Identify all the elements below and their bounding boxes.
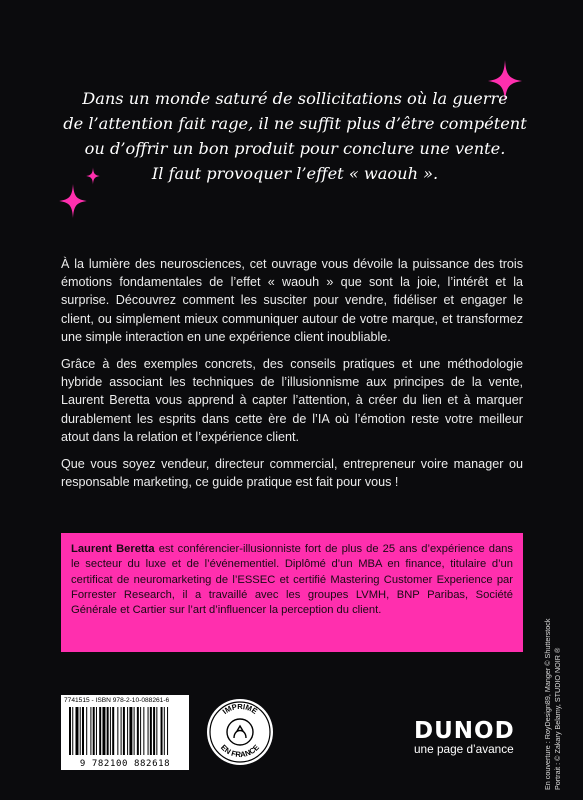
author-bio-text: est conférencier-illusionniste fort de plus de 25 ans d’expérience dans le secteur du luxe et de l’événementiel. Diplômé d’un MBA en finance, titulaire d’un certificat de neuromarketing de l’ESSEC et certifié Mastering Customer Experience par Forrester Research, il a travaillé avec les groupes LVMH, BNP Paribas, Société Générale et Cartier sur l’art d’influencer la perception du client. xyxy=(71,543,513,617)
publisher-logo: DUNOD xyxy=(414,718,515,744)
quote-line: de l’attention fait rage, il ne suffit plus d’être compétent xyxy=(63,114,527,133)
image-credits xyxy=(543,570,562,790)
description-paragraph: Grâce à des exemples concrets, des conseils pratiques et une méthodologie hybride associant les techniques de l’illusionnisme aux principes de la vente, Laurent Beretta vous apprend à capter l’attention, à créer du lien et à marquer durablement les esprits dans cette ère de l’IA où l’émotion reste votre meilleur atout dans la relation et l’expérience client. xyxy=(61,357,523,444)
quote-line: Dans un monde saturé de sollicitations où la guerre xyxy=(82,89,508,108)
quote-line: Il faut provoquer l’effet « waouh ». xyxy=(151,164,439,183)
isbn-barcode xyxy=(61,695,189,770)
credit-line: En couverture : RoyDesign89, Manger © Shutterstock xyxy=(543,618,552,790)
tagline-quote xyxy=(60,86,530,186)
printed-in-france-seal xyxy=(205,697,275,767)
barcode-bars xyxy=(69,707,181,755)
isbn-label: 7741515 - ISBN 978-2-10-088261-6 xyxy=(64,697,170,704)
barcode-digits: 9 782100 882618 xyxy=(79,759,171,769)
publisher-tagline: une page d’avance xyxy=(414,742,514,756)
description-paragraph: Que vous soyez vendeur, directeur commercial, entrepreneur voire manager ou responsable marketing, ce guide pratique est fait pour vous ! xyxy=(61,457,523,490)
sparkle-star-icon xyxy=(59,184,87,218)
author-name: Laurent Beretta xyxy=(71,543,155,555)
seal-top-text: IMPRIMÉ xyxy=(220,702,260,717)
author-bio-box xyxy=(61,533,523,652)
publisher-brand xyxy=(414,718,515,756)
description-paragraph: À la lumière des neurosciences, cet ouvrage vous dévoile la puissance des trois émotions fondamentales de l’effet « waouh » que sont la joie, l’intérêt et la surprise. Découvrez comment les susciter pour vendre, fidéliser et engager le client, ou simplement mieux communiquer autour de votre marque, et transformez une simple interaction en une expérience client inoubliable. xyxy=(61,257,523,344)
book-description xyxy=(61,255,523,500)
quote-line: ou d’offrir un bon produit pour conclure une vente. xyxy=(84,139,506,158)
seal-bottom-text: EN FRANCE xyxy=(219,742,261,760)
credit-line: Portrait : © Zakary Belamy, STUDIO NOIR ® xyxy=(552,647,562,790)
